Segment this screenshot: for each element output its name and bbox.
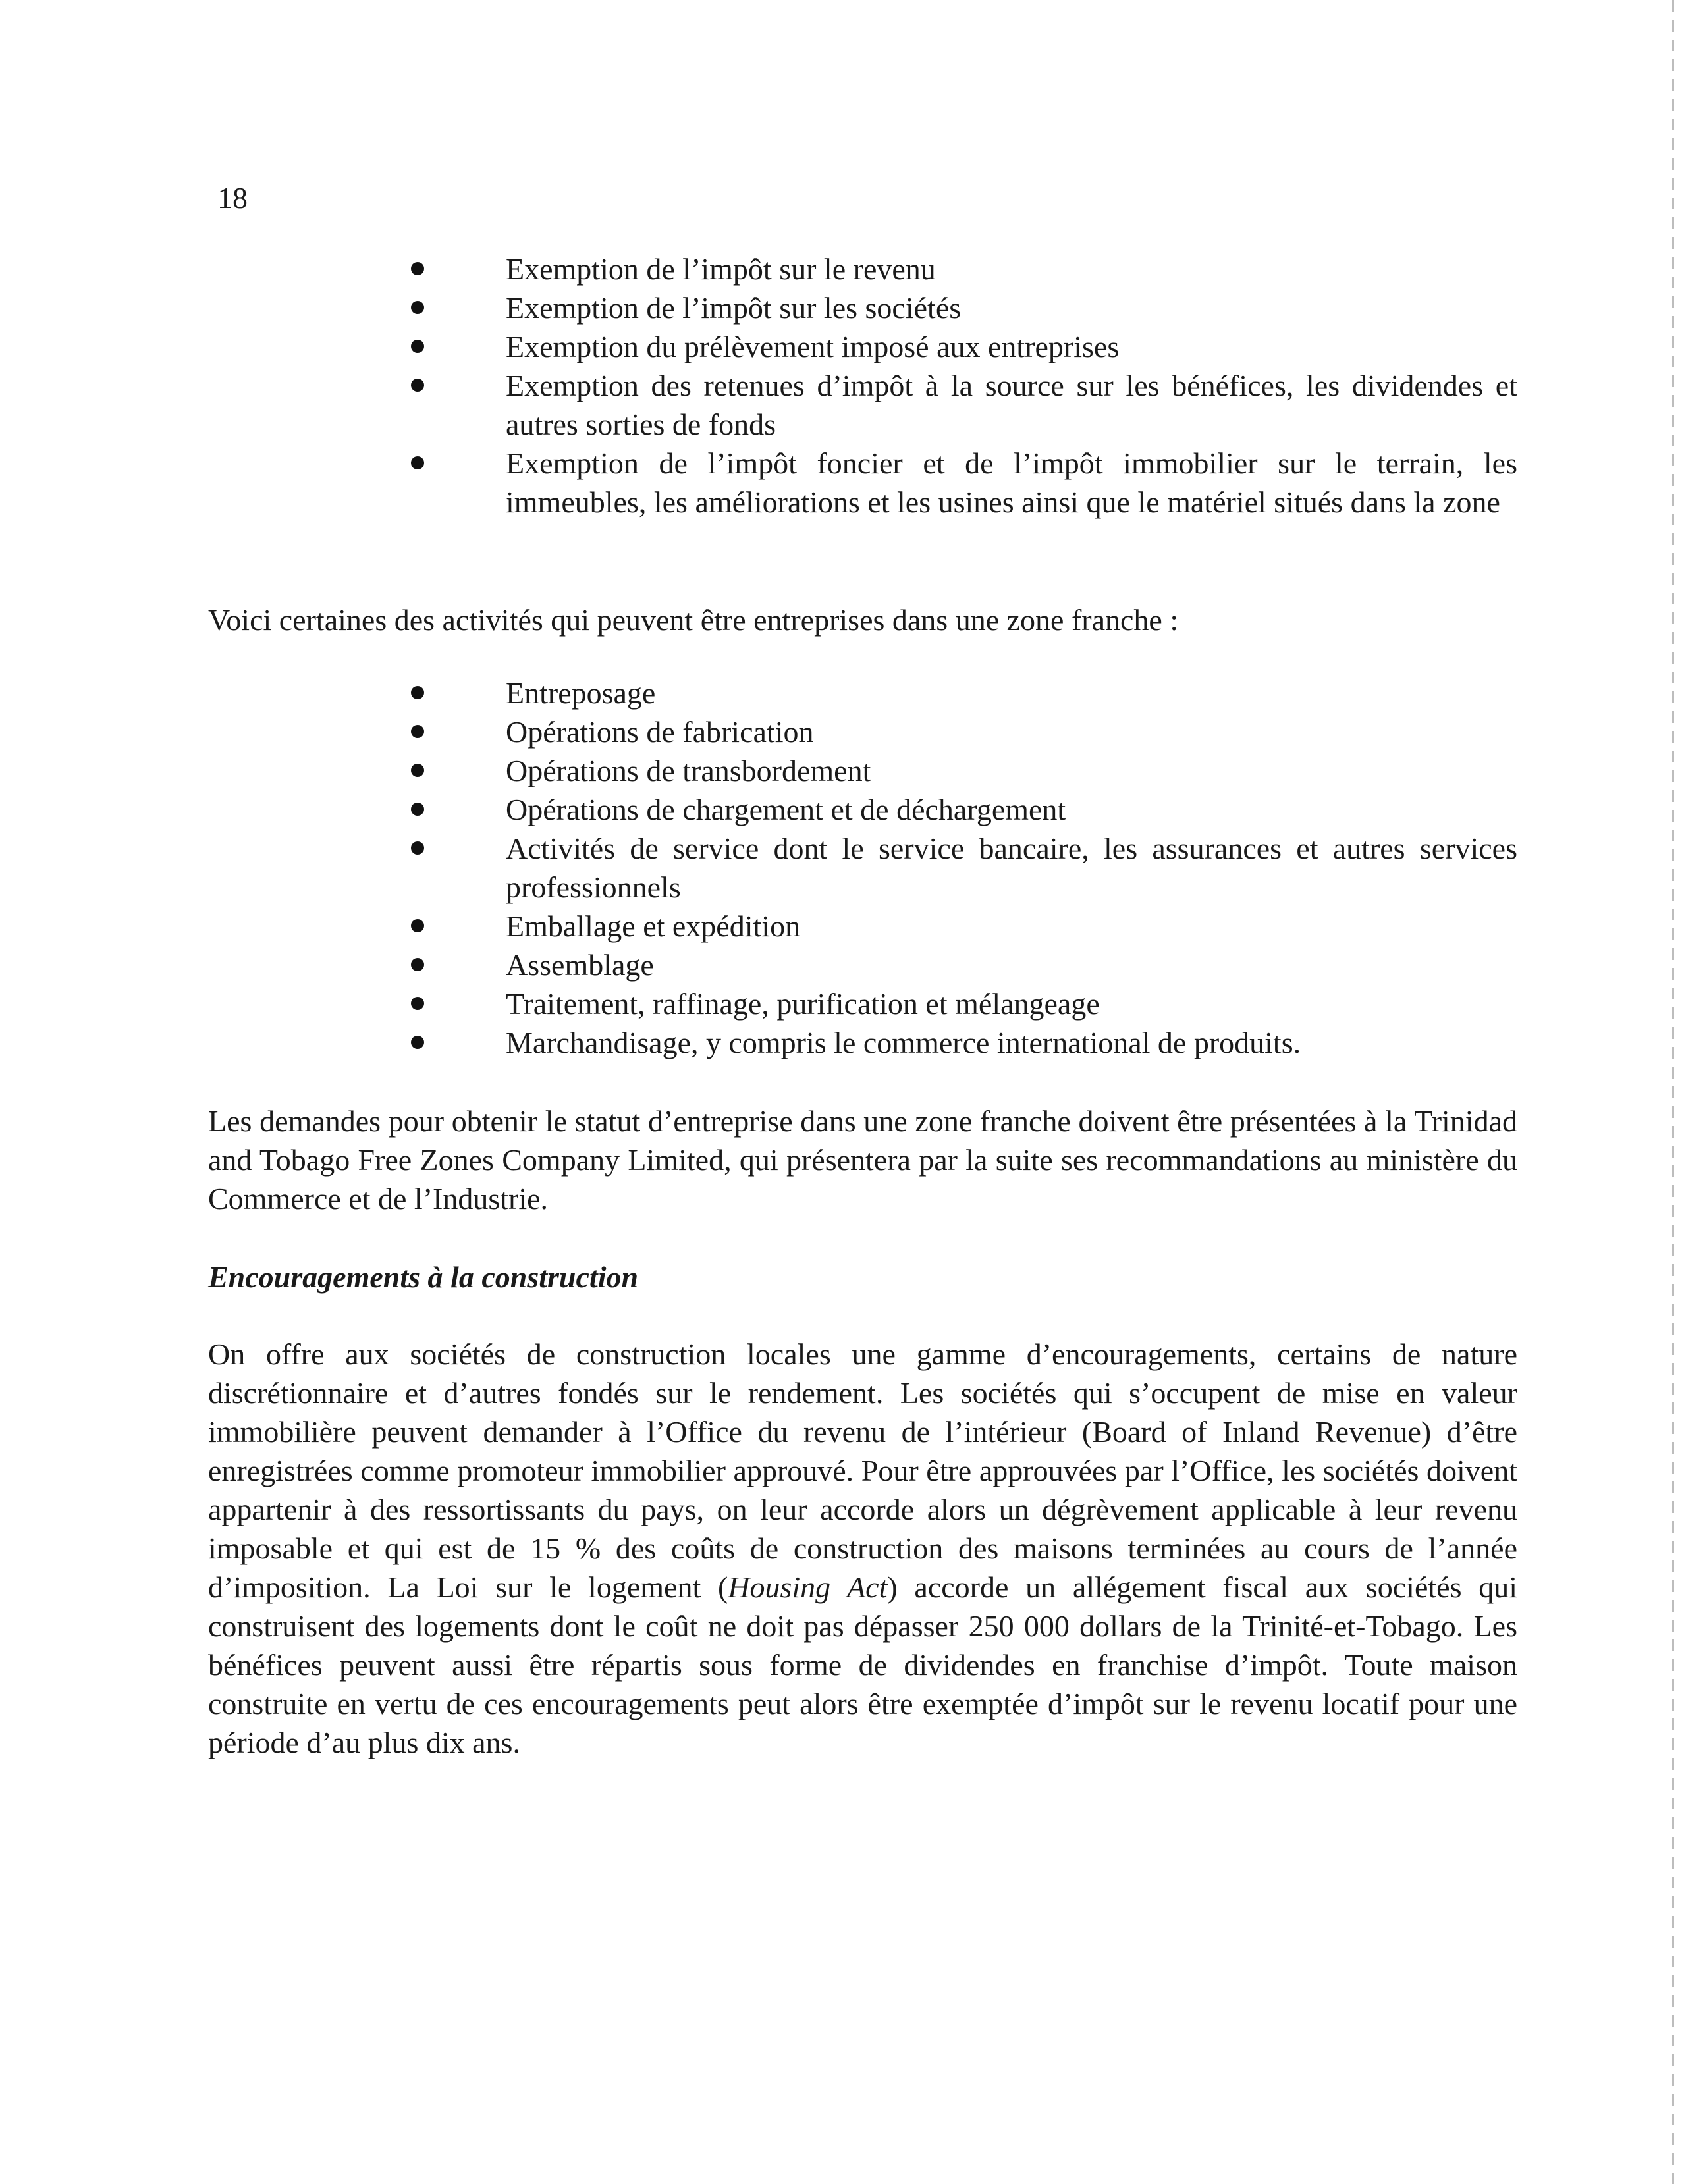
section-heading: Encouragements à la construction — [208, 1260, 639, 1294]
page-number: 18 — [217, 181, 248, 215]
activities-intro: Voici certaines des activités qui peuvent être entreprises dans une zone franche : — [208, 603, 1179, 637]
paragraph-text: ) accorde un allégement fiscal aux sociétés qui construisent des logements dont le coût ne doit pas dépasser 250 000 dollars de la Trinité-et-Tobago. Les bénéfices peuvent aussi être répartis sous forme de dividendes en franchise d’impôt. Toute maison construite en vertu de ces encouragements peut alors être exemptée d’impôt sur le revenu locatif pour une période d’au plus dix ans. — [208, 1570, 1517, 1759]
list-item-text: Opérations de fabrication — [506, 715, 814, 749]
list-item — [398, 790, 1517, 829]
list-item-text: Marchandisage, y compris le commerce international de produits. — [506, 1026, 1301, 1059]
bullet-icon — [411, 686, 424, 699]
list-item — [398, 444, 1517, 521]
list-item-text: Exemption du prélèvement imposé aux entreprises — [506, 330, 1120, 363]
bullet-icon — [411, 997, 424, 1010]
bullet-icon — [411, 340, 424, 353]
list-item-text: Exemption de l’impôt sur les sociétés — [506, 291, 962, 325]
list-item-text: Exemption de l’impôt foncier et de l’impôt immobilier sur le terrain, les immeubles, les améliorations et les usines ainsi que le matériel situés dans la zone — [506, 446, 1517, 519]
list-item-text: Emballage et expédition — [506, 909, 801, 943]
bullet-icon — [411, 841, 424, 855]
list-item-text: Opérations de chargement et de déchargement — [506, 793, 1066, 826]
list-item-text: Exemption de l’impôt sur le revenu — [506, 252, 936, 286]
list-item — [398, 366, 1517, 444]
list-item — [398, 907, 1517, 946]
act-name: Housing Act — [728, 1570, 888, 1604]
list-item-text: Entreposage — [506, 676, 656, 710]
bullet-icon — [411, 301, 424, 314]
activities-list — [398, 674, 1517, 1062]
list-item — [398, 1023, 1517, 1062]
list-item-text: Activités de service dont le service bancaire, les assurances et autres services professionnels — [506, 832, 1517, 904]
list-item-text: Exemption des retenues d’impôt à la source sur les bénéfices, les dividendes et autres sorties de fonds — [506, 369, 1517, 441]
list-item — [398, 288, 1517, 327]
list-item-text: Assemblage — [506, 948, 654, 982]
scan-edge-mark — [1672, 0, 1674, 2184]
list-item — [398, 946, 1517, 984]
list-item — [398, 829, 1517, 907]
bullet-icon — [411, 456, 424, 469]
bullet-icon — [411, 958, 424, 971]
bullet-icon — [411, 379, 424, 392]
list-item-text: Opérations de transbordement — [506, 754, 871, 787]
list-item-text: Traitement, raffinage, purification et mélangeage — [506, 987, 1100, 1021]
bullet-icon — [411, 262, 424, 275]
bullet-icon — [411, 919, 424, 932]
list-item — [398, 250, 1517, 288]
applications-paragraph: Les demandes pour obtenir le statut d’entreprise dans une zone franche doivent être présentées à la Trinidad and Tobago Free Zones Company Limited, qui présentera par la suite ses recommandations au ministère du Commerce et de l’Industrie. — [208, 1104, 1517, 1215]
list-item — [398, 674, 1517, 712]
exemptions-list — [398, 250, 1517, 521]
paragraph-text: On offre aux sociétés de construction locales une gamme d’encouragements, certains de nature discrétionnaire et d’autres fondés sur le rendement. Les sociétés qui s’occupent de mise en valeur immobilière peuvent demander à l’Office du revenu de l’intérieur (Board of Inland Revenue) d’être enregistrées comme promoteur immobilier approuvé. Pour être approuvées par l’Office, les sociétés doivent appartenir à des ressortissants du pays, on leur accorde alors un dégrèvement applicable à leur revenu imposable et qui est de 15 % des coûts de construction des maisons terminées au cours de l’année d’imposition. La Loi sur le logement ( — [208, 1337, 1517, 1604]
construction-paragraph — [208, 1335, 1517, 1762]
bullet-icon — [411, 1036, 424, 1049]
list-item — [398, 327, 1517, 366]
bullet-icon — [411, 725, 424, 738]
bullet-icon — [411, 764, 424, 777]
list-item — [398, 712, 1517, 751]
bullet-icon — [411, 803, 424, 816]
list-item — [398, 751, 1517, 790]
list-item — [398, 984, 1517, 1023]
